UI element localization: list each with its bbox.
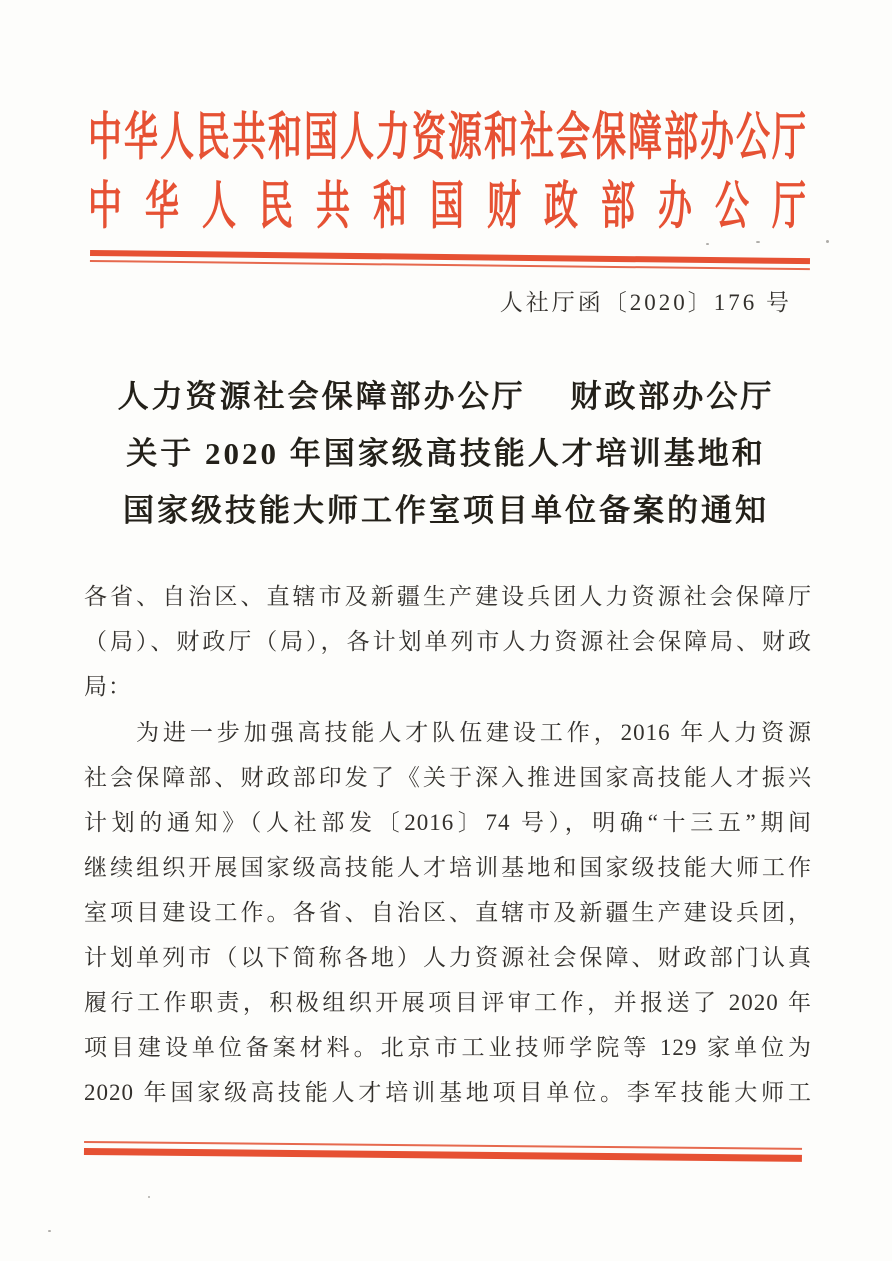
text-line: 项目建设单位备案材料。北京市工业技师学院等 129 家单位为: [84, 1035, 812, 1060]
text-line: 计划单列市（以下简称各地）人力资源社会保障、财政部门认真: [84, 945, 812, 970]
scan-speck: [148, 1196, 150, 1198]
header-separator: [90, 250, 810, 270]
salutation: [84, 574, 812, 709]
text-line: 2020 年国家级高技能人才培训基地项目单位。李军技能大师工: [84, 1080, 812, 1105]
letterhead: [88, 112, 806, 234]
text-line: 局：: [84, 674, 132, 699]
text-line: 履行工作职责，积极组织开展项目评审工作，并报送了 2020 年: [84, 990, 812, 1015]
document-title: [86, 368, 806, 539]
scan-speck: [826, 240, 829, 243]
title-line-3: 国家级技能大师工作室项目单位备案的通知: [123, 493, 769, 528]
title-line-1: 人力资源社会保障部办公厅 财政部办公厅: [117, 379, 775, 414]
text-line: 继续组织开展国家级高技能人才培训基地和国家级技能大师工作: [84, 855, 812, 880]
document-number: 人社厅函〔2020〕176 号: [499, 290, 792, 315]
scan-speck: [756, 241, 760, 243]
scan-speck: [48, 1230, 51, 1232]
letterhead-line-1: 中华人民共和国人力资源和社会保障部办公厅: [88, 110, 806, 167]
letterhead-line-2: 中华人民共和国财政部办公厅: [88, 179, 806, 236]
text-line: 为进一步加强高技能人才队伍建设工作，2016 年人力资源: [136, 720, 812, 745]
text-line: 计划的通知》（人社部发〔2016〕74 号），明确“十三五”期间: [84, 810, 812, 835]
text-line: （局）、财政厅（局），各计划单列市人力资源社会保障局、财政: [84, 629, 812, 654]
title-line-2: 关于 2020 年国家级高技能人才培训基地和: [126, 436, 766, 471]
text-line: 各省、自治区、直辖市及新疆生产建设兵团人力资源社会保障厅: [84, 584, 812, 609]
text-line: 室项目建设工作。各省、自治区、直辖市及新疆生产建设兵团，: [84, 900, 812, 925]
scan-speck: [706, 243, 709, 245]
text-line: 社会保障部、财政部印发了《关于深入推进国家高技能人才振兴: [84, 765, 812, 790]
body-paragraph: [84, 710, 812, 1115]
footer-separator: [84, 1141, 802, 1162]
